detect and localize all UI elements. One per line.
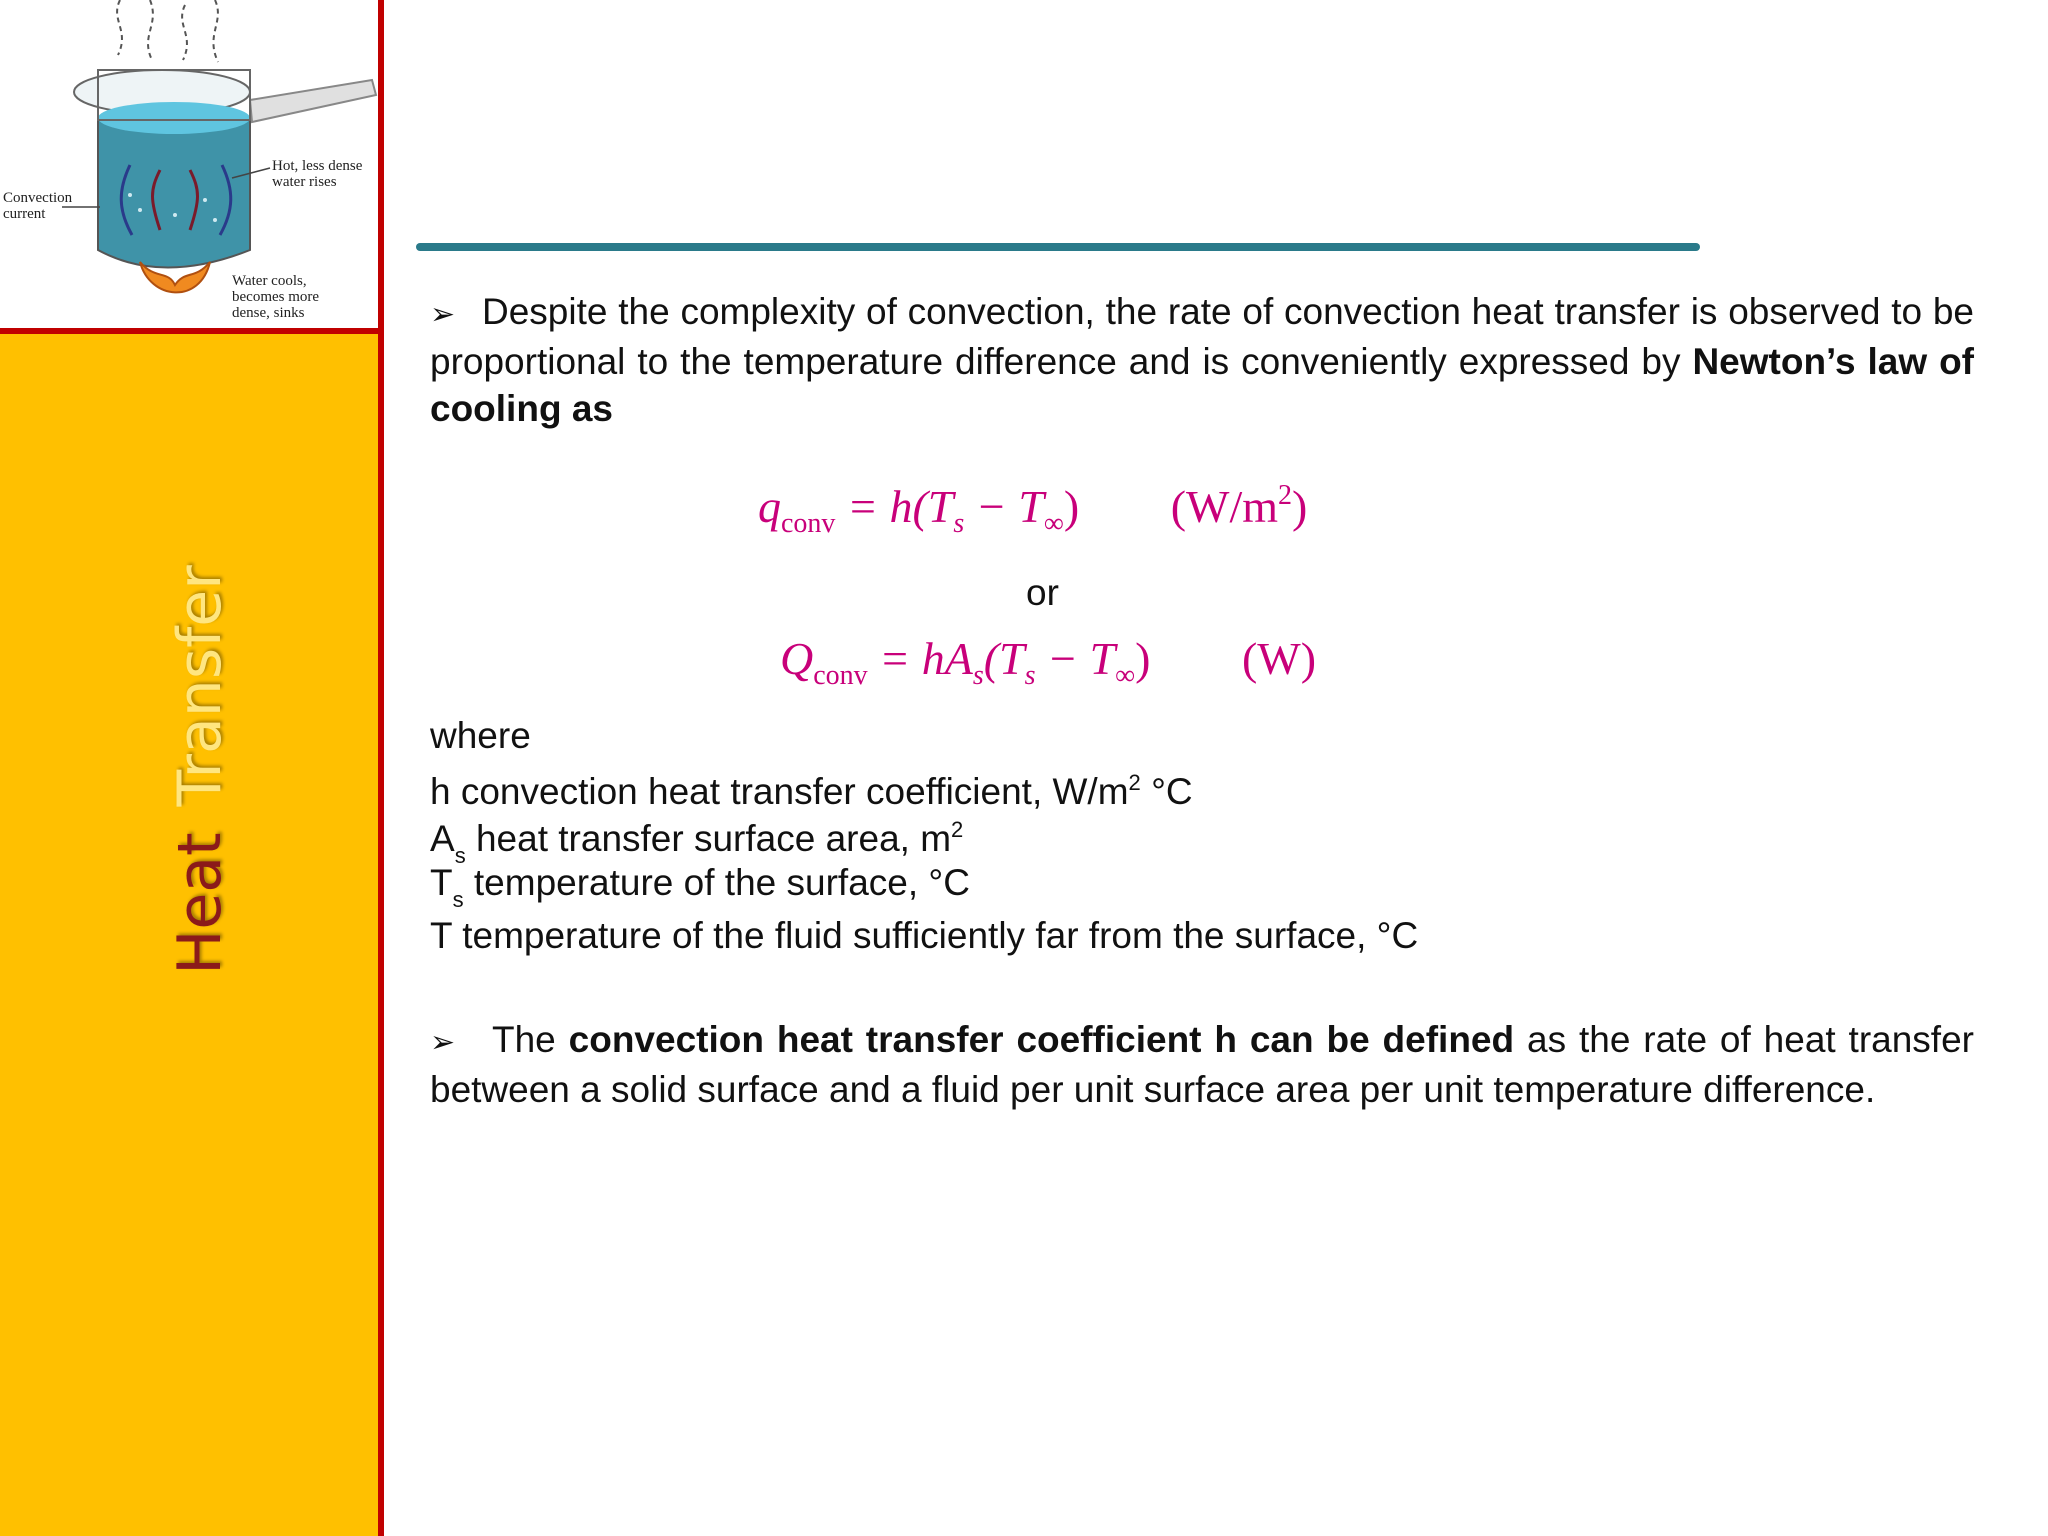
formula1-unit-sup: 2: [1278, 480, 1293, 511]
or-text: or: [1026, 572, 1059, 613]
arrow-bullet-icon: ➢: [430, 1026, 456, 1059]
formula1-unit-end: ): [1292, 481, 1308, 532]
paragraph-newton-intro: [430, 288, 1974, 432]
definition-ts-text: temperature of the surface, °C: [463, 862, 970, 903]
formula2-rhs: = hA: [879, 633, 973, 684]
para1-bold: Newton’s law of cooling as: [430, 341, 1974, 429]
definitions-list: [430, 712, 1418, 959]
steam-icon: [117, 0, 218, 62]
formula1-unit: (W/m: [1170, 481, 1279, 532]
definition-h-sup: 2: [1128, 770, 1141, 795]
definition-h-text: h convection heat transfer coefficient, W/m: [430, 771, 1129, 812]
definition-as-symbol: A: [430, 818, 455, 859]
definition-ts-sub: s: [452, 887, 464, 912]
definition-as-sup: 2: [951, 817, 964, 842]
definition-as: [430, 806, 1418, 868]
formula-heat-flux: [758, 480, 1307, 540]
title-word-transfer: Transfer: [165, 565, 235, 807]
para2-end: as the rate of heat transfer between a solid surface and a fluid per unit surface area per unit temperature difference.: [430, 1019, 1974, 1110]
formula2-unit: (W): [1241, 633, 1317, 684]
formula1-sub-inf: ∞: [1043, 508, 1064, 539]
cool-water-label: Water cools, becomes more dense, sinks: [232, 273, 320, 321]
formula1-sub-s: s: [953, 508, 965, 539]
hot-water-label: Hot, less dense water rises: [272, 158, 363, 190]
para2-bold: convection heat transfer coefficient h can be defined: [568, 1019, 1515, 1060]
formula2-mid2: − T: [1035, 633, 1116, 684]
formula2-end: ): [1135, 633, 1151, 684]
paragraph-coefficient-definition: [430, 1016, 1974, 1113]
definition-h-unit: °C: [1140, 771, 1193, 812]
formula2-lhs: Q: [780, 633, 814, 684]
definition-as-text: heat transfer surface area, m: [465, 818, 952, 859]
definition-as-sub: s: [454, 843, 466, 868]
formula-heat-rate: [780, 632, 1316, 692]
formula1-end: ): [1063, 481, 1080, 532]
formula2-mid1: (T: [983, 633, 1025, 684]
where-label: where: [430, 715, 531, 756]
divider-rule: [416, 243, 1700, 251]
definition-t: T temperature of the fluid sufficiently far from the surface, °C: [430, 915, 1419, 956]
formula2-sub-inf: ∞: [1115, 660, 1136, 691]
title-word-heat: Heat: [165, 832, 235, 975]
convection-illustration: [0, 0, 384, 334]
definition-ts-symbol: T: [430, 862, 453, 903]
formula1-lhs-sub: conv: [781, 508, 836, 539]
formula2-sub-s1: s: [972, 660, 984, 691]
para2-start: The: [492, 1019, 569, 1060]
definition-h: [430, 759, 1418, 812]
pot-handle-icon: [250, 80, 376, 122]
arrow-bullet-icon: ➢: [430, 298, 456, 331]
formula1-rhs: = h(T: [846, 481, 954, 532]
formula1-lhs: q: [758, 481, 781, 532]
para1-text: Despite the complexity of convection, the rate of convection heat transfer is observed to be proportional to the temperature difference and is conveniently expressed by: [430, 291, 1974, 382]
formula1-mid: − T: [964, 481, 1044, 532]
formula2-sub-s2: s: [1024, 660, 1036, 691]
formula2-lhs-sub: conv: [813, 660, 868, 691]
definition-ts: [430, 859, 1418, 912]
convection-current-label: Convection current: [3, 190, 73, 222]
